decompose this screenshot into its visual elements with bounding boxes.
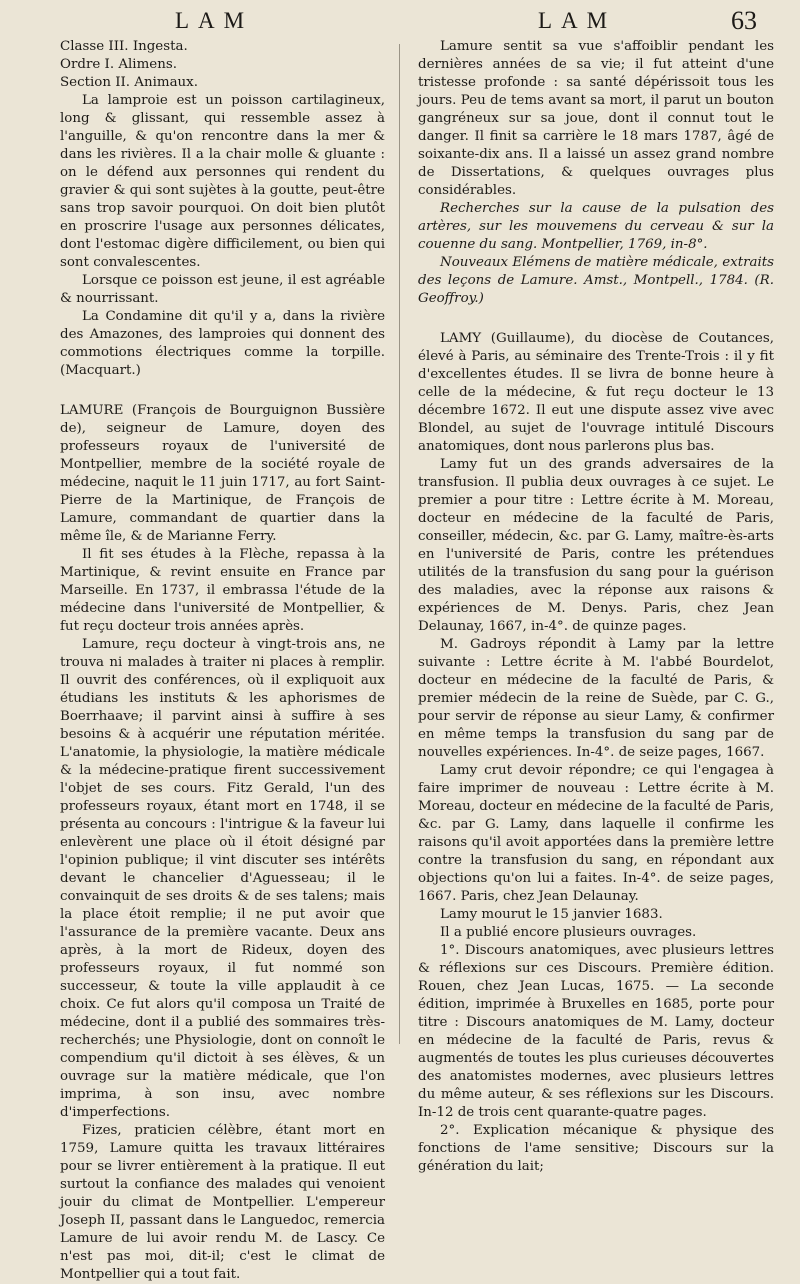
page-number: 63 (731, 6, 757, 35)
lamure-entry-heading-paragraph: LAMURE (François de Bourguignon Bussière de), seigneur de Lamure, doyen des professeurs royaux de l'université de Montpellier, membre de la société royale de médecine, naquit le 11 juin 1717, au fort Saint-Pierre de la Martinique, de François de Lamure, commandant de quartier dans la même île, & de Marianne Ferry. (60, 403, 385, 544)
lamure-paragraph-5: Lamure sentit sa vue s'affoiblir pendant les dernières années de sa vie; il fut atteint d'une tristesse profonde : sa santé dépérissoit tous les jours. Peu de tems avant sa mort, il parut un bouton gangréneux sur sa joue, dont il connut tout le danger. Il finit sa carrière le 18 mars 1787, âgé de soixante-dix ans. Il a laissé un assez grand nombre de Dissertations, & quelques ouvrages plus considérables. (418, 39, 774, 198)
lamproie-paragraph-3: La Condamine dit qu'il y a, dans la rivière des Amazones, des lamproies qui donnent des commotions électriques comme la torpille. (Macquart.) (60, 309, 385, 378)
lamure-paragraph-3: Lamure, reçu docteur à vingt-trois ans, ne trouva ni malades à traiter ni places à remplir. Il ouvrit des conférences, où il expliquoit aux étudians les instituts & les aphorismes de Boerrhaave; il parvint ainsi à suffire à ses besoins & à acquérir une réputation méritée. L'anatomie, la physiologie, la matière médicale & la médecine-pratique firent successivement l'objet de ses cours. Fitz Gerald, l'un des professeurs royaux, étant mort en 1748, il se présenta au concours : l'intrigue & la faveur lui enlevèrent une place où il étoit désigné par l'opinion publique; il vint discuter ses intérêts devant le chancelier d'Aguesseau; il le convainquit de ses droits & de ses talens; mais la place étoit remplie; il ne put avoir que l'assurance de la première vacante. Deux ans après, à la mort de Rideux, doyen des professeurs royaux, il fut nommé son successeur, & toute la ville applaudit à ce choix. Ce fut alors qu'il composa un Traité de médecine, dont il a publié des sommaires très-recherchés; une Physiologie, dont on connoît le compendium qu'il dictoit à ses élèves, & un ouvrage sur la matière médicale, que l'on imprima, à son insu, avec nombre d'imperfections. (60, 637, 385, 1120)
lamproie-paragraph-1: La lamproie est un poisson cartilagineux, long & glissant, qui ressemble assez à l'anguille, & qu'on rencontre dans la mer & dans les rivières. Il a la chair molle & gluante : on le défend aux personnes qui rendent du gravier & qui sont sujètes à la goutte, peut-être sans trop savoir pourquoi. On doit bien plutôt en proscrire l'usage aux personnes délicates, dont l'estomac digère difficilement, ou bien qui sont convalescentes. (60, 93, 385, 270)
left-column (60, 38, 385, 1284)
lamy-paragraph-6: Il a publié encore plusieurs ouvrages. (440, 925, 697, 940)
lamure-work-2: Nouveaux Elémens de matière médicale, extraits des leçons de Lamure. Amst., Montpell., 1784. (R. Geoffroy.) (418, 255, 774, 306)
classification-section: Section II. Animaux. (60, 75, 198, 90)
classification-ordre: Ordre I. Alimens. (60, 57, 177, 72)
lamy-work-1: 1°. Discours anatomiques, avec plusieurs lettres & réflexions sur ces Discours. Première édition. Rouen, chez Jean Lucas, 1675. — La seconde édition, imprimée à Bruxelles en 1685, porte pour titre : Discours anatomiques de M. Lamy, docteur en médecine de la faculté de Paris, revus & augmentés de toutes les plus curieuses découvertes des anatomistes modernes, avec plusieurs lettres du même auteur, & ses réflexions sur les Discours. In-12 de trois cent quarante-quatre pages. (418, 943, 774, 1120)
lamy-paragraph-3: M. Gadroys répondit à Lamy par la lettre suivante : Lettre écrite à M. l'abbé Bourdelot, docteur en médecine de la faculté de Paris, & premier médecin de la reine de Suède, par C. G., pour servir de réponse au sieur Lamy, & confirmer en même temps la transfusion du sang par de nouvelles expériences. In-4°. de seize pages, 1667. (418, 637, 774, 760)
lamure-paragraph-2: Il fit ses études à la Flèche, repassa à la Martinique, & revint ensuite en France par Marseille. En 1737, il embrassa l'étude de la médecine dans l'université de Montpellier, & fut reçu docteur trois années après. (60, 547, 385, 634)
lamy-paragraph-4: Lamy crut devoir répondre; ce qui l'engagea à faire imprimer de nouveau : Lettre écrite à M. Moreau, docteur en médecine de la faculté de Paris, &c. par G. Lamy, dans laquelle il confirme les raisons qu'il avoit apportées dans la première lettre contre la transfusion du sang, en répondant aux objections qu'on lui a faites. In-4°. de seize pages, 1667. Paris, chez Jean Delaunay. (418, 763, 774, 904)
lamy-work-2: 2°. Explication mécanique & physique des fonctions de l'ame sensitive; Discours sur la génération du lait; (418, 1123, 774, 1174)
right-column (418, 38, 774, 1176)
classification-classe: Classe III. Ingesta. (60, 39, 188, 54)
running-head-left: LAM (175, 8, 254, 33)
running-head-right: LAM (538, 8, 617, 33)
lamy-paragraph-2: Lamy fut un des grands adversaires de la transfusion. Il publia deux ouvrages à ce sujet. Le premier a pour titre : Lettre écrite à M. Moreau, docteur en médecine de la faculté de Paris, conseiller, médecin, &c. par G. Lamy, maître-ès-arts en l'université de Paris, contre les prétendues utilités de la transfusion du sang pour la guérison des maladies, avec la réponse aux raisons & expériences de M. Denys. Paris, chez Jean Delaunay, 1667, in-4°. de quinze pages. (418, 457, 774, 634)
column-divider (399, 44, 400, 1044)
lamy-paragraph-5: Lamy mourut le 15 janvier 1683. (440, 907, 663, 922)
lamure-work-1: Recherches sur la cause de la pulsation des artères, sur les mouvemens du cerveau & sur la couenne du sang. Montpellier, 1769, in-8°. (418, 201, 774, 252)
lamy-entry-heading-paragraph: LAMY (Guillaume), du diocèse de Coutances, élevé à Paris, au séminaire des Trente-Trois : il y fit d'excellentes études. Il se livra de bonne heure à celle de la médecine, & fut reçu docteur le 13 décembre 1672. Il eut une dispute assez vive avec Blondel, au sujet de l'ouvrage intitulé Discours anatomiques, dont nous parlerons plus bas. (418, 331, 774, 454)
lamure-paragraph-4: Fizes, praticien célèbre, étant mort en 1759, Lamure quitta les travaux littéraires pour se livrer entièrement à la pratique. Il eut surtout la confiance des malades qui venoient jouir du climat de Montpellier. L'empereur Joseph II, passant dans le Languedoc, remercia Lamure de lui avoir rendu M. de Lascy. Ce n'est pas moi, dit-il; c'est le climat de Montpellier qui a tout fait. (60, 1123, 385, 1282)
lamproie-paragraph-2: Lorsque ce poisson est jeune, il est agréable & nourrissant. (60, 273, 385, 306)
